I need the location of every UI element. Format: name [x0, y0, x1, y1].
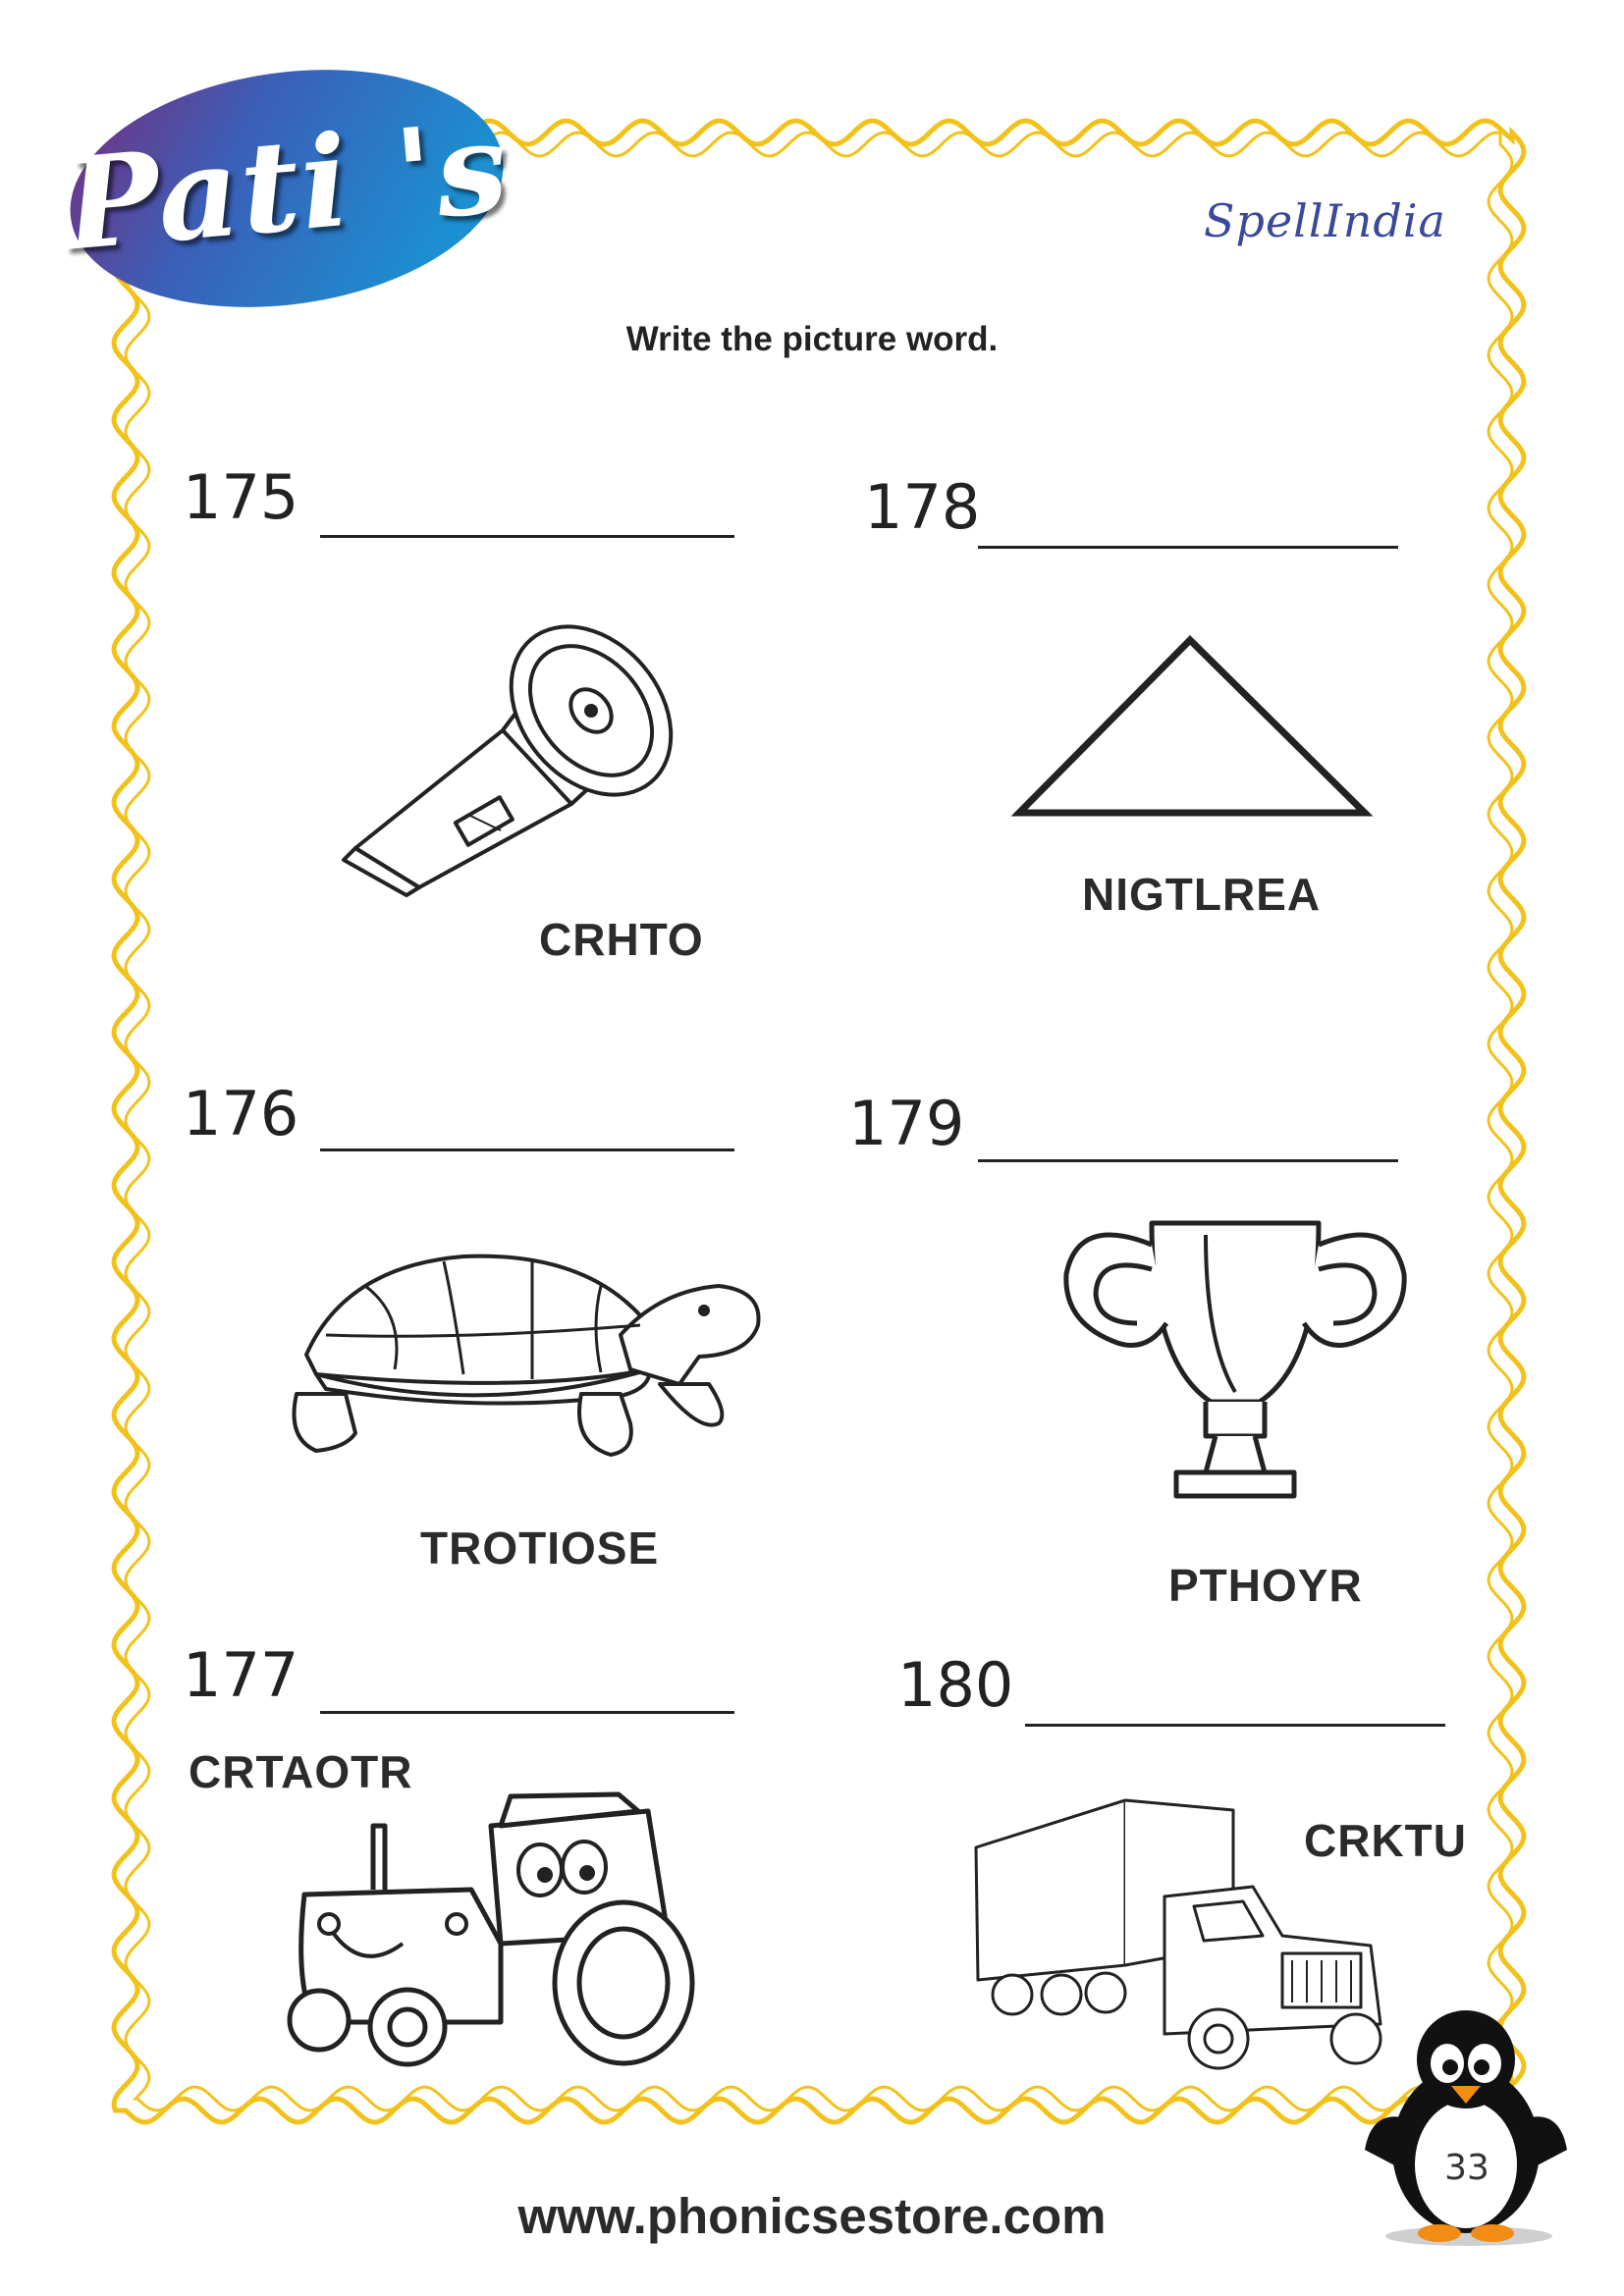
logo-text: Pati 's — [58, 93, 515, 279]
instruction: Write the picture word. — [625, 320, 999, 358]
patis-logo — [58, 61, 515, 311]
scrambled-hint: TROTIOSE — [420, 1522, 660, 1574]
question-number: 177 — [183, 1639, 299, 1711]
question-number: 178 — [864, 471, 981, 543]
answer-blank[interactable] — [320, 1148, 734, 1151]
answer-blank[interactable] — [320, 535, 734, 538]
answer-blank[interactable] — [978, 546, 1398, 549]
question-number: 176 — [183, 1078, 299, 1149]
trophy-icon — [1058, 1215, 1414, 1510]
answer-blank[interactable] — [320, 1711, 734, 1714]
answer-blank[interactable] — [978, 1159, 1398, 1162]
torch-icon — [326, 603, 738, 897]
page-number: 33 — [1444, 2148, 1489, 2188]
website-url[interactable]: www.phonicsestore.com — [517, 2188, 1107, 2244]
scrambled-hint: PTHOYR — [1168, 1560, 1363, 1611]
question-number: 175 — [183, 461, 299, 533]
question-number: 179 — [848, 1088, 965, 1159]
tractor-icon — [275, 1787, 707, 2071]
triangle-icon — [1011, 628, 1375, 825]
brand-name: SpellIndia — [1204, 194, 1446, 247]
scrambled-hint: CRTAOTR — [189, 1746, 413, 1797]
answer-blank[interactable] — [1025, 1724, 1445, 1727]
tortoise-icon — [287, 1247, 768, 1472]
scrambled-hint: CRKTU — [1304, 1815, 1467, 1866]
scrambled-hint: NIGTLREA — [1082, 869, 1322, 920]
question-number: 180 — [897, 1649, 1014, 1721]
scrambled-hint: CRHTO — [539, 914, 704, 965]
